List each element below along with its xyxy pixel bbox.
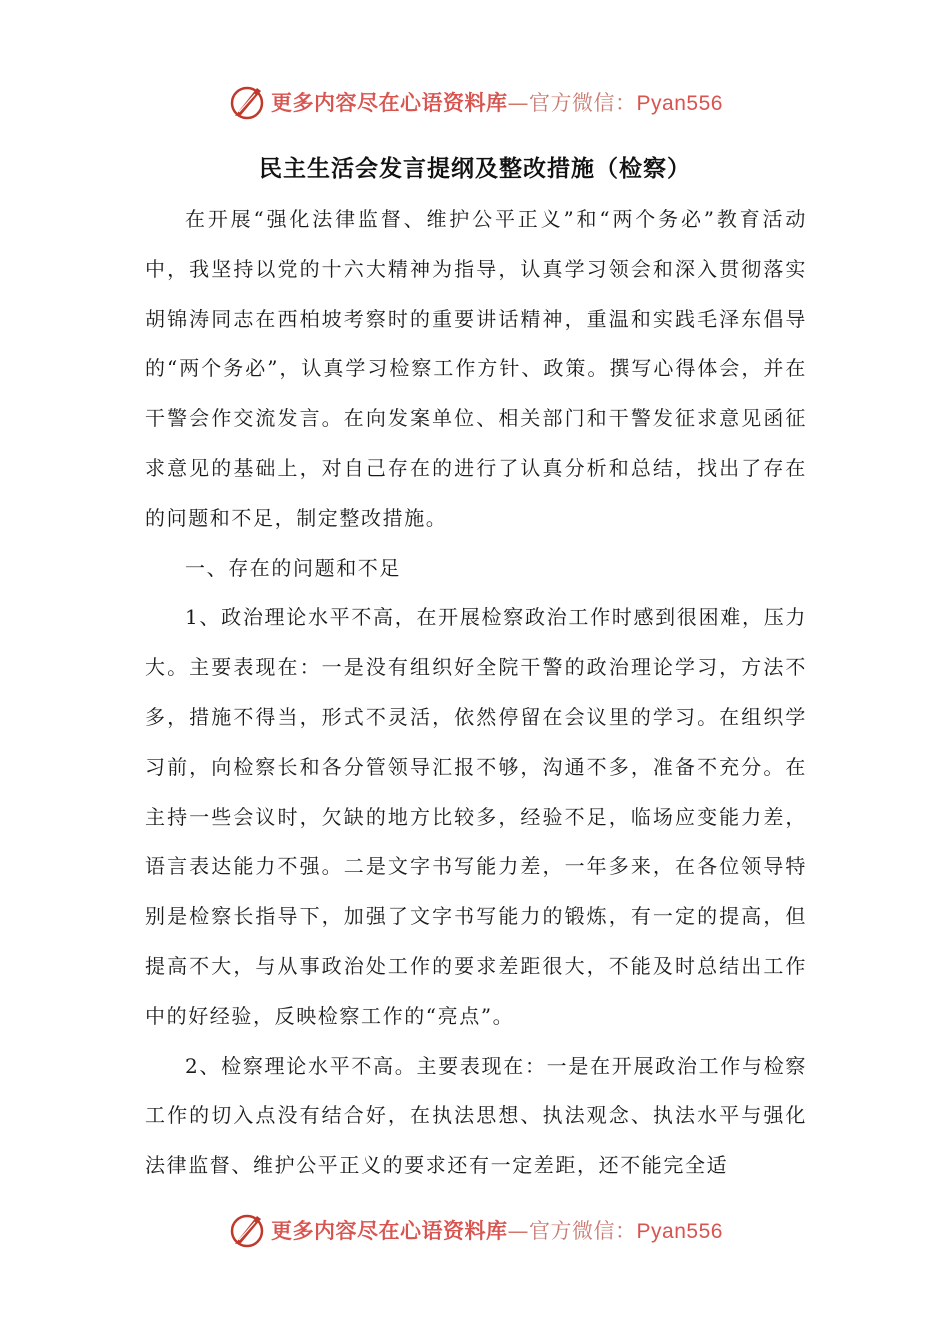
header-watermark-banner — [0, 80, 950, 124]
quill-logo-icon — [227, 1210, 267, 1250]
paragraph-item-2: 2、检察理论水平不高。主要表现在：一是在开展政治工作与检察工作的切入点没有结合好，在执法思想、执法观念、执法水平与强化法律监督、维护公平正义的要求还有一定差距，还不能完全适 — [145, 1053, 807, 1178]
banner-text — [271, 87, 723, 117]
footer-watermark-banner — [0, 1208, 950, 1252]
banner-site-name: 更多内容尽在心语资料库 — [271, 91, 508, 115]
banner-site-name: 更多内容尽在心语资料库 — [271, 1219, 508, 1243]
banner-text — [271, 1215, 723, 1245]
document-title: 民主生活会发言提纲及整改措施（检察） — [259, 156, 691, 182]
banner-separator: — — [507, 91, 530, 115]
banner-wechat-label: 官方微信： — [529, 1219, 637, 1243]
section-heading: 一、存在的问题和不足 — [185, 555, 401, 580]
banner-separator: — — [507, 1219, 530, 1243]
banner-wechat-id: Pyan556 — [636, 92, 723, 115]
paragraph-item-1: 1、政治理论水平不高，在开展检察政治工作时感到很困难，压力大。主要表现在：一是没有组织好全院干警的政治理论学习，方法不多，措施不得当，形式不灵活，依然停留在会议里的学习。在组织学习前，向检察长和各分管领导汇报不够，沟通不多，准备不充分。在主持一些会议时，欠缺的地方比较多，经验不足，临场应变能力差，语言表达能力不强。二是文字书写能力差，一年多来，在各位领导特别是检察长指导下，加强了文字书写能力的锻炼，有一定的提高，但提高不大，与从事政治处工作的要求差距很大，不能及时总结出工作中的好经验，反映检察工作的“亮点”。 — [145, 605, 807, 1028]
quill-logo-icon — [227, 82, 267, 122]
banner-wechat-id: Pyan556 — [636, 1220, 723, 1243]
document-body — [145, 195, 807, 1191]
banner-wechat-label: 官方微信： — [529, 91, 637, 115]
paragraph-intro: 在开展“强化法律监督、维护公平正义”和“两个务必”教育活动中，我坚持以党的十六大精神为指导，认真学习领会和深入贯彻落实胡锦涛同志在西柏坡考察时的重要讲话精神，重温和实践毛泽东倡导的“两个务必”，认真学习检察工作方针、政策。撰写心得体会，并在干警会作交流发言。在向发案单位、相关部门和干警发征求意见函征求意见的基础上，对自己存在的进行了认真分析和总结，找出了存在的问题和不足，制定整改措施。 — [145, 207, 807, 530]
